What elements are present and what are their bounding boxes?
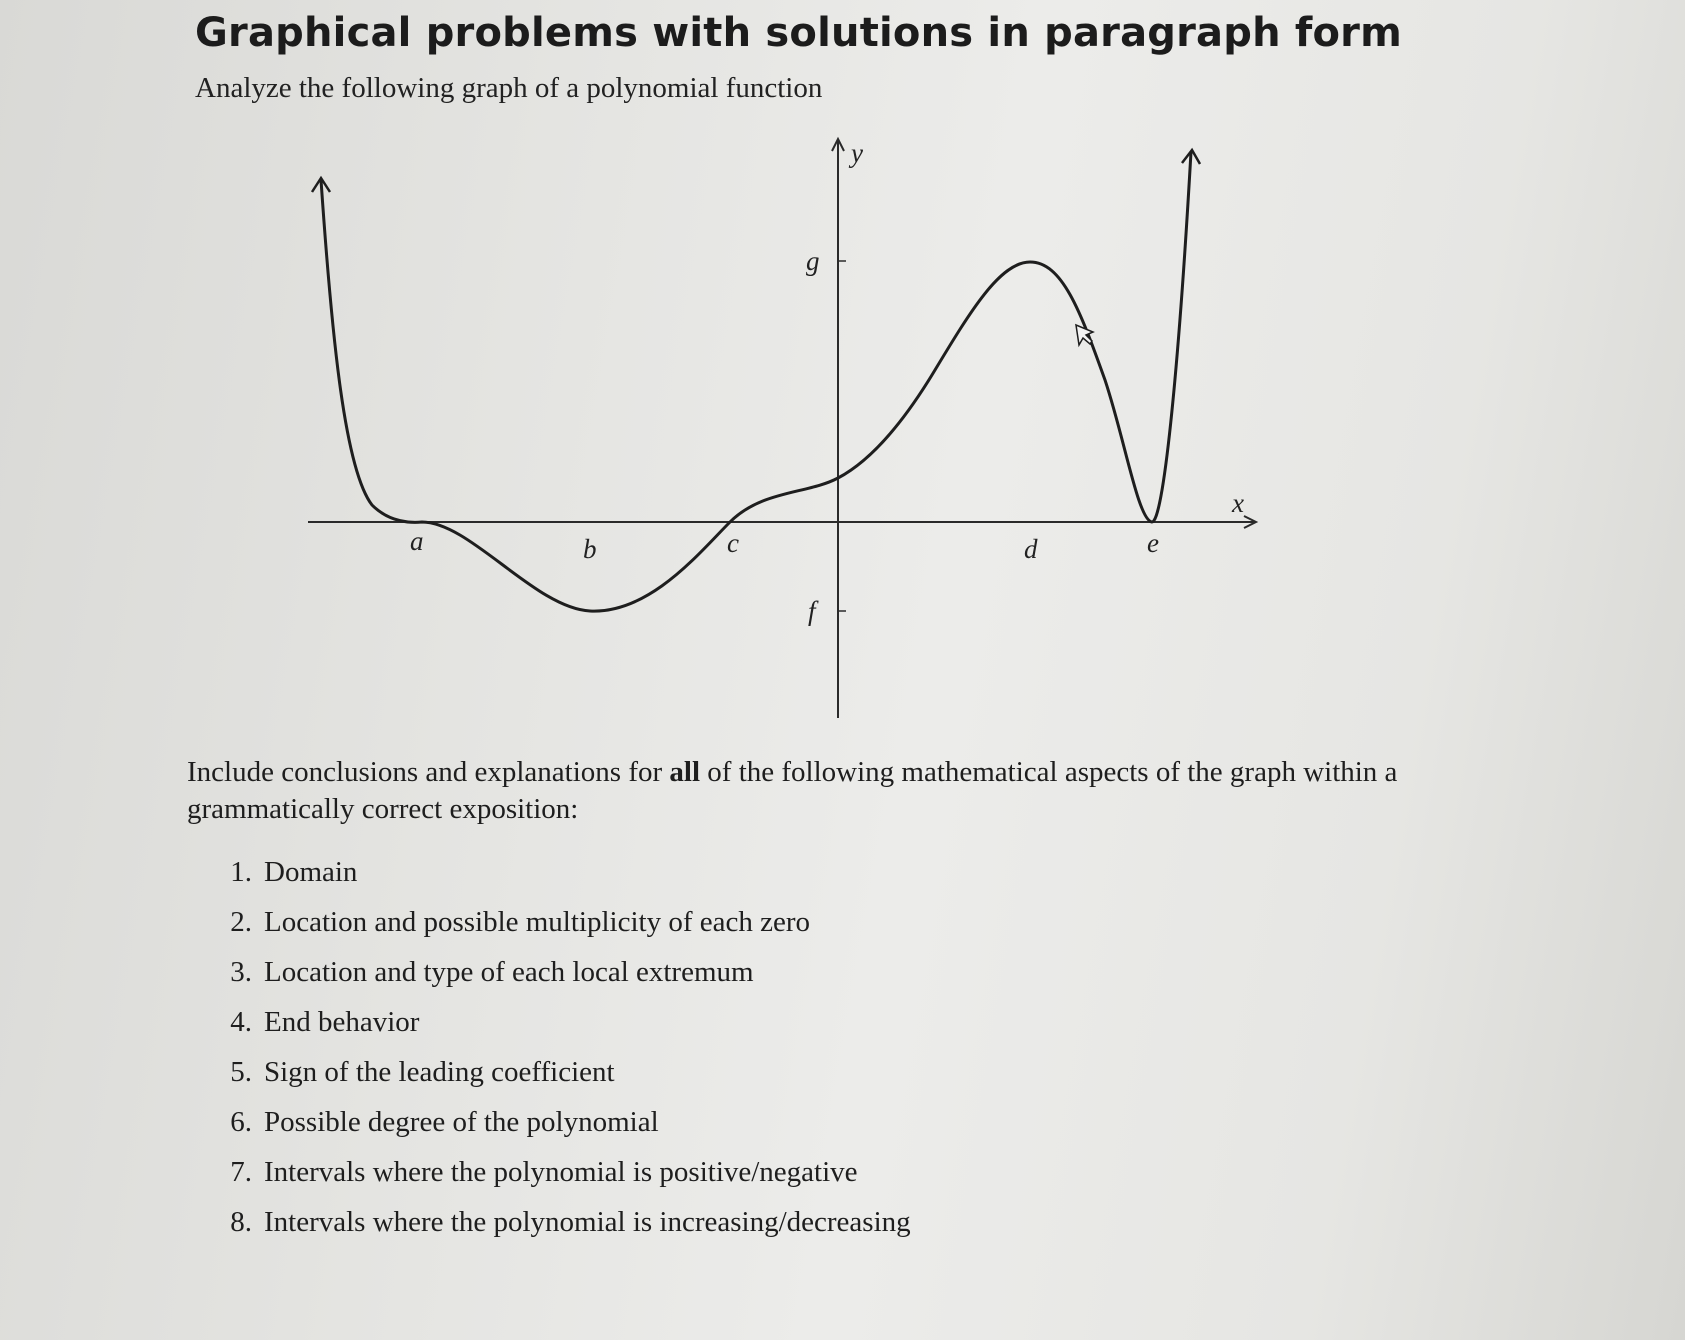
point-label-b: b	[583, 534, 597, 564]
list-item: 5. Sign of the leading coefficient	[230, 1056, 615, 1088]
list-item: 4. End behavior	[230, 1006, 420, 1038]
page-title: Graphical problems with solutions in paragraph form	[195, 10, 1402, 56]
x-axis-label: x	[1232, 488, 1244, 518]
y-axis-label: y	[851, 138, 863, 168]
polynomial-curve	[321, 152, 1191, 611]
instructions-paragraph	[187, 754, 1437, 828]
list-item: 6. Possible degree of the polynomial	[230, 1106, 659, 1138]
list-item: 1. Domain	[230, 856, 358, 888]
list-item: 2. Location and possible multiplicity of each zero	[230, 906, 811, 938]
point-label-g: g	[806, 246, 820, 276]
list-item: 8. Intervals where the polynomial is increasing/decreasing	[230, 1206, 911, 1238]
point-label-f: f	[808, 596, 816, 626]
point-label-a: a	[410, 526, 424, 556]
list-item: 7. Intervals where the polynomial is positive/negative	[230, 1156, 858, 1188]
aspects-list	[210, 852, 911, 1252]
point-label-c: c	[727, 528, 739, 558]
point-label-d: d	[1024, 534, 1038, 564]
mouse-cursor-icon	[1076, 325, 1093, 345]
instructions-text-bold: all	[669, 756, 701, 788]
instructions-text-pre: Include conclusions and explanations for	[187, 756, 670, 788]
list-item: 3. Location and type of each local extremum	[230, 956, 754, 988]
instructions-text-post: of the following mathematical aspects of the graph within a grammatically correct exposition:	[187, 756, 1398, 825]
point-label-e: e	[1147, 528, 1159, 558]
page-subtitle: Analyze the following graph of a polynomial function	[195, 72, 823, 104]
